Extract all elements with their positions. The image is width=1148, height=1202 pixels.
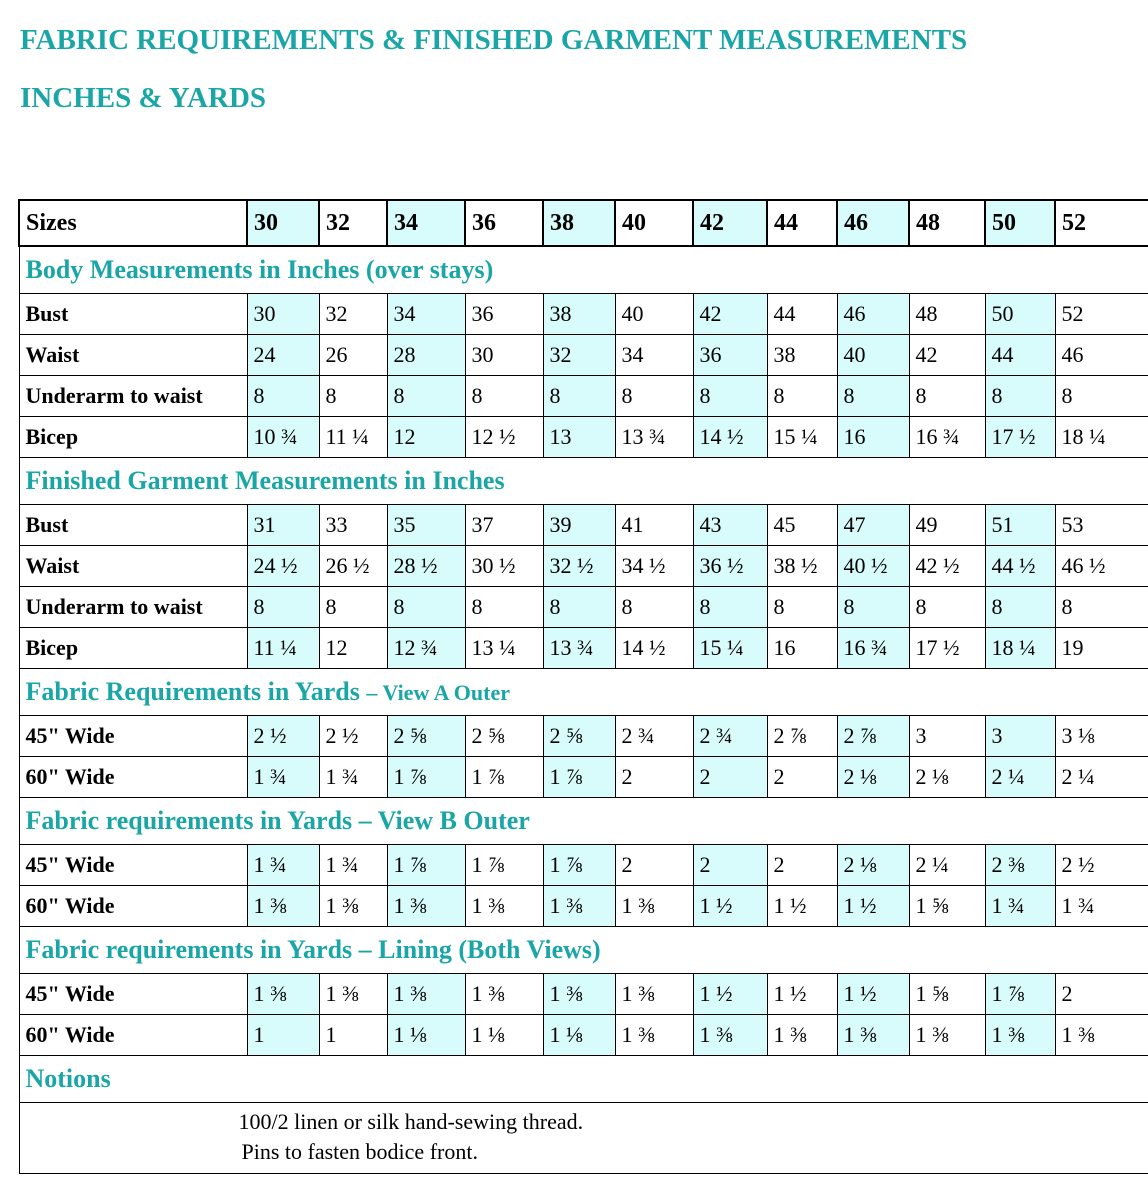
table-cell: 38 ½ (767, 546, 837, 587)
section-heading (19, 669, 1148, 716)
table-cell: 18 ¼ (1055, 417, 1148, 458)
table-cell: 2 ¼ (1055, 757, 1148, 798)
table-cell: 1 ⅜ (465, 974, 543, 1015)
table-cell: 15 ¼ (693, 628, 767, 669)
table-cell: 2 ½ (1055, 845, 1148, 886)
table-cell: 1 ⅞ (543, 845, 615, 886)
table-cell: 8 (909, 376, 985, 417)
table-cell: 13 ¾ (615, 417, 693, 458)
table-cell: 1 ½ (693, 886, 767, 927)
table-cell: 1 ⅜ (615, 974, 693, 1015)
table-cell: 1 ⅞ (465, 845, 543, 886)
table-cell: 1 ¾ (319, 757, 387, 798)
notions-title: Notions (19, 1056, 1148, 1103)
section-heading (19, 798, 1148, 845)
table-cell: 13 ¼ (465, 628, 543, 669)
table-cell: 36 ½ (693, 546, 767, 587)
table-cell: 2 ¼ (909, 845, 985, 886)
table-cell: 2 (615, 757, 693, 798)
table-cell: 1 ⅛ (387, 1015, 465, 1056)
table-cell: 17 ½ (985, 417, 1055, 458)
row-label: Underarm to waist (19, 376, 247, 417)
row-label: 45" Wide (19, 974, 247, 1015)
table-cell: 2 (767, 845, 837, 886)
table-cell: 8 (319, 587, 387, 628)
table-cell: 1 ⅜ (465, 886, 543, 927)
section-title: Body Measurements in Inches (over stays) (25, 255, 494, 284)
section-heading-row (19, 798, 1148, 845)
table-cell: 1 ⅞ (465, 757, 543, 798)
table-cell: 46 ½ (1055, 546, 1148, 587)
table-cell: 32 (319, 294, 387, 335)
table-cell: 1 ⅜ (837, 1015, 909, 1056)
size-header-cell: 34 (387, 200, 465, 246)
table-row (19, 376, 1148, 417)
table-cell: 10 ¾ (247, 417, 319, 458)
table-cell: 46 (837, 294, 909, 335)
section-heading (19, 458, 1148, 505)
table-cell: 30 ½ (465, 546, 543, 587)
table-cell: 8 (909, 587, 985, 628)
size-header-cell: 30 (247, 200, 319, 246)
table-cell: 2 (693, 845, 767, 886)
table-cell: 1 ⅞ (387, 845, 465, 886)
row-label: 45" Wide (19, 845, 247, 886)
table-cell: 2 (615, 845, 693, 886)
table-row (19, 505, 1148, 546)
section-title: Finished Garment Measurements in Inches (25, 466, 505, 495)
table-cell: 16 (837, 417, 909, 458)
table-cell: 12 (319, 628, 387, 669)
table-cell: 1 (247, 1015, 319, 1056)
table-cell: 8 (1055, 376, 1148, 417)
section-heading-row (19, 246, 1148, 294)
table-cell: 11 ¼ (319, 417, 387, 458)
table-cell: 1 ⅜ (615, 886, 693, 927)
table-cell: 1 ½ (693, 974, 767, 1015)
table-cell: 33 (319, 505, 387, 546)
table-cell: 38 (767, 335, 837, 376)
table-cell: 35 (387, 505, 465, 546)
table-cell: 24 ½ (247, 546, 319, 587)
table-cell: 2 ⅞ (767, 716, 837, 757)
table-cell: 44 (767, 294, 837, 335)
row-label: 60" Wide (19, 757, 247, 798)
table-cell: 2 ½ (247, 716, 319, 757)
table-cell: 41 (615, 505, 693, 546)
table-cell: 51 (985, 505, 1055, 546)
table-cell: 1 ⅜ (319, 886, 387, 927)
table-cell: 24 (247, 335, 319, 376)
table-cell: 2 ⅜ (985, 845, 1055, 886)
table-cell: 44 ½ (985, 546, 1055, 587)
table-cell: 2 (767, 757, 837, 798)
table-cell: 8 (693, 376, 767, 417)
table-cell: 1 ⅜ (1055, 1015, 1148, 1056)
table-cell: 40 (615, 294, 693, 335)
table-cell: 1 ¾ (319, 845, 387, 886)
table-cell: 1 ⅜ (985, 1015, 1055, 1056)
table-cell: 18 ¼ (985, 628, 1055, 669)
table-row (19, 417, 1148, 458)
table-cell: 1 ⅜ (767, 1015, 837, 1056)
table-cell: 37 (465, 505, 543, 546)
table-cell: 2 ⅛ (837, 757, 909, 798)
table-cell: 8 (543, 587, 615, 628)
table-cell: 1 ⅜ (247, 974, 319, 1015)
table-cell: 26 ½ (319, 546, 387, 587)
page-subtitle: INCHES & YARDS (20, 82, 267, 114)
notion-item: Pins to fasten bodice front. (241, 1139, 478, 1164)
section-heading (19, 927, 1148, 974)
table-cell: 46 (1055, 335, 1148, 376)
table-cell: 8 (387, 376, 465, 417)
table-cell: 8 (615, 376, 693, 417)
section-subtitle: – View A Outer (366, 680, 510, 705)
table-cell: 2 ⅝ (465, 716, 543, 757)
table-row (19, 335, 1148, 376)
table-cell: 2 ¾ (615, 716, 693, 757)
table-cell: 1 ⅜ (387, 886, 465, 927)
row-label: 60" Wide (19, 1015, 247, 1056)
table-cell: 1 ⅜ (693, 1015, 767, 1056)
table-cell: 42 ½ (909, 546, 985, 587)
table-cell: 52 (1055, 294, 1148, 335)
table-cell: 1 ⅞ (543, 757, 615, 798)
table-cell: 1 ½ (767, 886, 837, 927)
table-cell: 8 (465, 587, 543, 628)
table-cell: 36 (465, 294, 543, 335)
section-heading-row (19, 669, 1148, 716)
table-cell: 1 ⅝ (909, 974, 985, 1015)
table-cell: 2 ¼ (985, 757, 1055, 798)
table-cell: 8 (319, 376, 387, 417)
table-cell: 40 ½ (837, 546, 909, 587)
table-cell: 31 (247, 505, 319, 546)
row-label: 45" Wide (19, 716, 247, 757)
table-cell: 15 ¼ (767, 417, 837, 458)
size-header-cell: 42 (693, 200, 767, 246)
table-row (19, 1015, 1148, 1056)
size-header-cell: 48 (909, 200, 985, 246)
table-cell: 8 (985, 587, 1055, 628)
section-title: Fabric requirements in Yards – View B Outer (25, 806, 530, 835)
table-cell: 40 (837, 335, 909, 376)
table-cell: 2 ⅛ (837, 845, 909, 886)
row-label: Waist (19, 335, 247, 376)
sizes-header-label: Sizes (19, 200, 247, 246)
section-title: Fabric requirements in Yards – Lining (Both Views) (25, 935, 601, 964)
table-cell: 12 (387, 417, 465, 458)
table-cell: 1 (319, 1015, 387, 1056)
table-cell: 48 (909, 294, 985, 335)
table-cell: 1 ⅞ (387, 757, 465, 798)
table-cell: 2 (693, 757, 767, 798)
table-cell: 8 (767, 587, 837, 628)
table-cell: 11 ¼ (247, 628, 319, 669)
table-row (19, 845, 1148, 886)
table-cell: 50 (985, 294, 1055, 335)
table-cell: 32 ½ (543, 546, 615, 587)
table-cell: 8 (837, 376, 909, 417)
row-label: Bicep (19, 628, 247, 669)
table-cell: 1 ⅜ (909, 1015, 985, 1056)
table-cell: 1 ½ (767, 974, 837, 1015)
table-cell: 2 ¾ (693, 716, 767, 757)
table-cell: 1 ⅜ (615, 1015, 693, 1056)
size-chart-table (18, 199, 1148, 1174)
table-cell: 49 (909, 505, 985, 546)
size-header-cell: 52 (1055, 200, 1148, 246)
table-cell: 8 (387, 587, 465, 628)
table-cell: 19 (1055, 628, 1148, 669)
table-cell: 8 (693, 587, 767, 628)
size-header-cell: 44 (767, 200, 837, 246)
row-label: Underarm to waist (19, 587, 247, 628)
table-cell: 16 (767, 628, 837, 669)
table-cell: 14 ½ (693, 417, 767, 458)
table-cell: 1 ⅜ (247, 886, 319, 927)
table-cell: 42 (909, 335, 985, 376)
table-row (19, 757, 1148, 798)
table-cell: 36 (693, 335, 767, 376)
section-heading (19, 246, 1148, 294)
table-cell: 8 (1055, 587, 1148, 628)
table-cell: 34 (615, 335, 693, 376)
table-cell: 28 (387, 335, 465, 376)
size-header-cell: 46 (837, 200, 909, 246)
row-label: Bicep (19, 417, 247, 458)
table-cell: 13 ¾ (543, 628, 615, 669)
table-cell: 28 ½ (387, 546, 465, 587)
table-cell: 1 ½ (837, 974, 909, 1015)
table-cell: 26 (319, 335, 387, 376)
page-title: FABRIC REQUIREMENTS & FINISHED GARMENT MEASUREMENTS (20, 24, 968, 56)
table-cell: 12 ½ (465, 417, 543, 458)
notions-cell (19, 1103, 1148, 1174)
table-row (19, 546, 1148, 587)
table-row (19, 974, 1148, 1015)
table-cell: 1 ⅜ (543, 974, 615, 1015)
table-cell: 16 ¾ (837, 628, 909, 669)
table-cell: 1 ⅛ (465, 1015, 543, 1056)
table-cell: 38 (543, 294, 615, 335)
table-cell: 1 ⅛ (543, 1015, 615, 1056)
table-cell: 8 (543, 376, 615, 417)
table-cell: 2 ⅞ (837, 716, 909, 757)
table-cell: 32 (543, 335, 615, 376)
table-row (19, 886, 1148, 927)
table-row (19, 628, 1148, 669)
table-cell: 14 ½ (615, 628, 693, 669)
row-label: 60" Wide (19, 886, 247, 927)
table-cell: 2 ⅝ (543, 716, 615, 757)
table-cell: 30 (465, 335, 543, 376)
table-cell: 34 ½ (615, 546, 693, 587)
table-cell: 2 ⅛ (909, 757, 985, 798)
table-cell: 30 (247, 294, 319, 335)
table-cell: 1 ¾ (247, 845, 319, 886)
size-header-cell: 32 (319, 200, 387, 246)
table-cell: 3 ⅛ (1055, 716, 1148, 757)
table-cell: 8 (247, 376, 319, 417)
table-cell: 34 (387, 294, 465, 335)
size-header-cell: 36 (465, 200, 543, 246)
table-cell: 39 (543, 505, 615, 546)
table-cell: 16 ¾ (909, 417, 985, 458)
table-cell: 8 (615, 587, 693, 628)
row-label: Bust (19, 505, 247, 546)
table-cell: 1 ½ (837, 886, 909, 927)
size-header-cell: 38 (543, 200, 615, 246)
table-cell: 53 (1055, 505, 1148, 546)
notions-row (19, 1103, 1148, 1174)
section-heading-row (19, 458, 1148, 505)
table-cell: 8 (247, 587, 319, 628)
table-cell: 1 ⅞ (985, 974, 1055, 1015)
table-cell: 12 ¾ (387, 628, 465, 669)
table-cell: 1 ⅜ (543, 886, 615, 927)
table-cell: 3 (985, 716, 1055, 757)
row-label: Bust (19, 294, 247, 335)
table-cell: 2 ⅝ (387, 716, 465, 757)
table-cell: 1 ⅜ (319, 974, 387, 1015)
table-cell: 8 (465, 376, 543, 417)
section-title: Fabric Requirements in Yards (25, 677, 367, 706)
table-row (19, 294, 1148, 335)
size-header-cell: 50 (985, 200, 1055, 246)
table-cell: 1 ¾ (985, 886, 1055, 927)
notion-item: 100/2 linen or silk hand-sewing thread. (238, 1109, 584, 1134)
table-cell: 43 (693, 505, 767, 546)
table-cell: 8 (837, 587, 909, 628)
table-cell: 1 ¾ (1055, 886, 1148, 927)
sizes-header-row (19, 200, 1148, 246)
section-heading-row (19, 927, 1148, 974)
table-cell: 2 (1055, 974, 1148, 1015)
table-cell: 8 (985, 376, 1055, 417)
table-cell: 2 ½ (319, 716, 387, 757)
row-label: Waist (19, 546, 247, 587)
table-cell: 47 (837, 505, 909, 546)
table-cell: 42 (693, 294, 767, 335)
size-header-cell: 40 (615, 200, 693, 246)
table-cell: 8 (767, 376, 837, 417)
table-cell: 1 ¾ (247, 757, 319, 798)
table-cell: 17 ½ (909, 628, 985, 669)
table-cell: 1 ⅜ (387, 974, 465, 1015)
table-cell: 45 (767, 505, 837, 546)
table-row (19, 716, 1148, 757)
table-cell: 1 ⅝ (909, 886, 985, 927)
table-cell: 3 (909, 716, 985, 757)
table-cell: 44 (985, 335, 1055, 376)
table-row (19, 587, 1148, 628)
table-cell: 13 (543, 417, 615, 458)
notions-heading-row (19, 1056, 1148, 1103)
